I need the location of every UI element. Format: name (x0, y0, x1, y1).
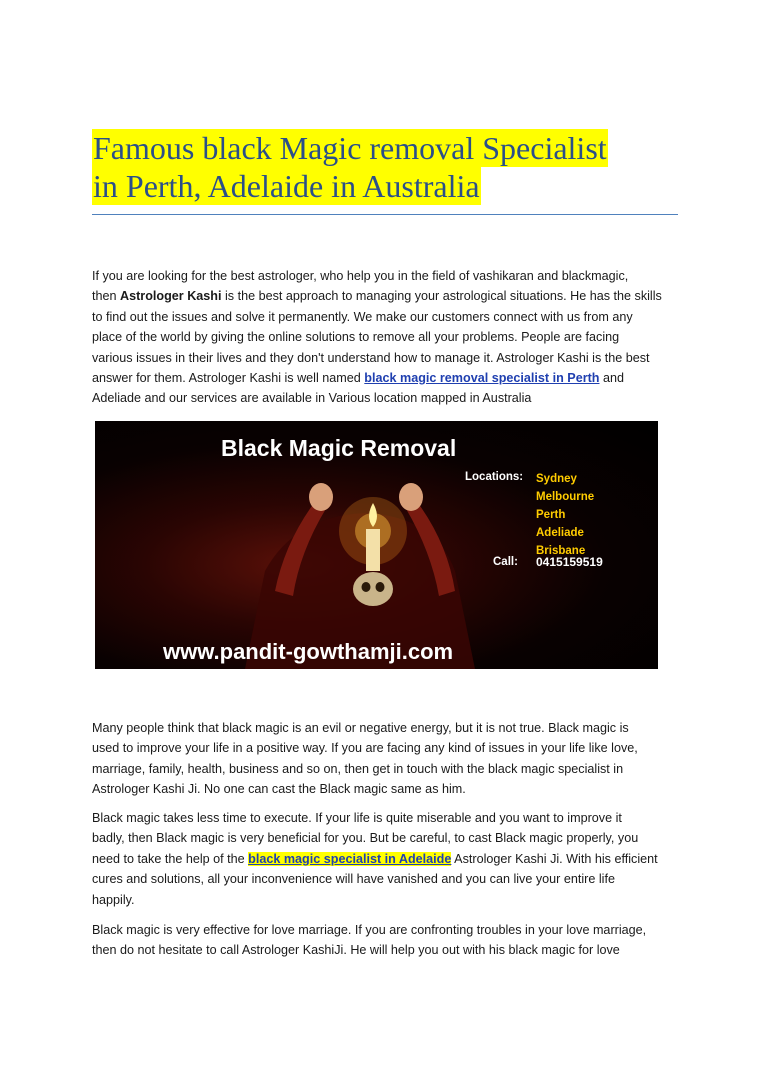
text-line: answer for them. Astrologer Kashi is well named black magic removal specialist in Perth and (92, 371, 624, 386)
text-line: need to take the help of the black magic specialist in Adelaide Astrologer Kashi Ji. With his efficient (92, 851, 658, 866)
text-line: happily. (92, 892, 135, 907)
text-line: Astrologer Kashi Ji. No one can cast the Black magic same as him. (92, 782, 466, 797)
text-line: badly, then Black magic is very beneficial for you. But be careful, to cast Black magic properly, you (92, 831, 639, 846)
promo-banner-image (95, 421, 658, 669)
title-underline-rule (92, 214, 678, 215)
location-item: Brisbane (536, 545, 586, 557)
text-line: cures and solutions, all your inconvenience will have vanished and you can live your entire life (92, 872, 615, 887)
paragraph-4 (92, 920, 676, 961)
banner-locations-list (536, 470, 594, 560)
page-title (92, 129, 678, 205)
intro-paragraph (92, 266, 676, 409)
banner-phone-number: 0415159519 (536, 555, 603, 569)
text-line: then Astrologer Kashi is the best approach to managing your astrological situations. He has the skills (92, 289, 662, 304)
text-line: Black magic takes less time to execute. If your life is quite miserable and you want to improve it (92, 811, 622, 825)
location-item: Adeliade (536, 527, 584, 539)
banner-call-label: Call: (493, 556, 518, 568)
text-line: used to improve your life in a positive way. If you are facing any kind of issues in your life like love, (92, 741, 638, 756)
text-line: If you are looking for the best astrologer, who help you in the field of vashikaran and blackmagic, (92, 269, 629, 283)
title-line-1: Famous black Magic removal Specialist (93, 130, 607, 166)
location-item: Sydney (536, 473, 577, 485)
banner-website-url: www.pandit-gowthamji.com (163, 639, 454, 664)
paragraph-3 (92, 808, 676, 910)
text-line: then do not hesitate to call Astrologer KashiJi. He will help you out with his black magic for love (92, 943, 620, 958)
adelaide-specialist-link[interactable]: black magic specialist in Adelaide (248, 851, 452, 866)
text-line: marriage, family, health, business and so on, then get in touch with the black magic specialist in (92, 761, 624, 776)
banner-title: Black Magic Removal (221, 435, 457, 461)
text-line: place of the world by giving the online solutions to remove all your problems. People are facing (92, 330, 620, 345)
text-line: Black magic is very effective for love marriage. If you are confronting troubles in your love marriage, (92, 923, 647, 937)
text-line: Adeliade and our services are available in Various location mapped in Australia (92, 391, 532, 406)
location-item: Melbourne (536, 491, 595, 503)
paragraph-2 (92, 718, 676, 800)
text-line: various issues in their lives and they don't understand how to manage it. Astrologer Kashi is the best (92, 350, 650, 365)
text-line: Many people think that black magic is an evil or negative energy, but it is not true. Black magic is (92, 721, 629, 735)
banner-locations-label: Locations: (465, 471, 524, 483)
astrologer-name: Astrologer Kashi (120, 289, 222, 304)
text-line: to find out the issues and solve it permanently. We make our customers connect with us from any (92, 309, 633, 324)
perth-specialist-link[interactable]: black magic removal specialist in Perth (364, 371, 600, 386)
location-item: Perth (536, 509, 566, 521)
title-line-2: in Perth, Adelaide in Australia (93, 168, 480, 204)
